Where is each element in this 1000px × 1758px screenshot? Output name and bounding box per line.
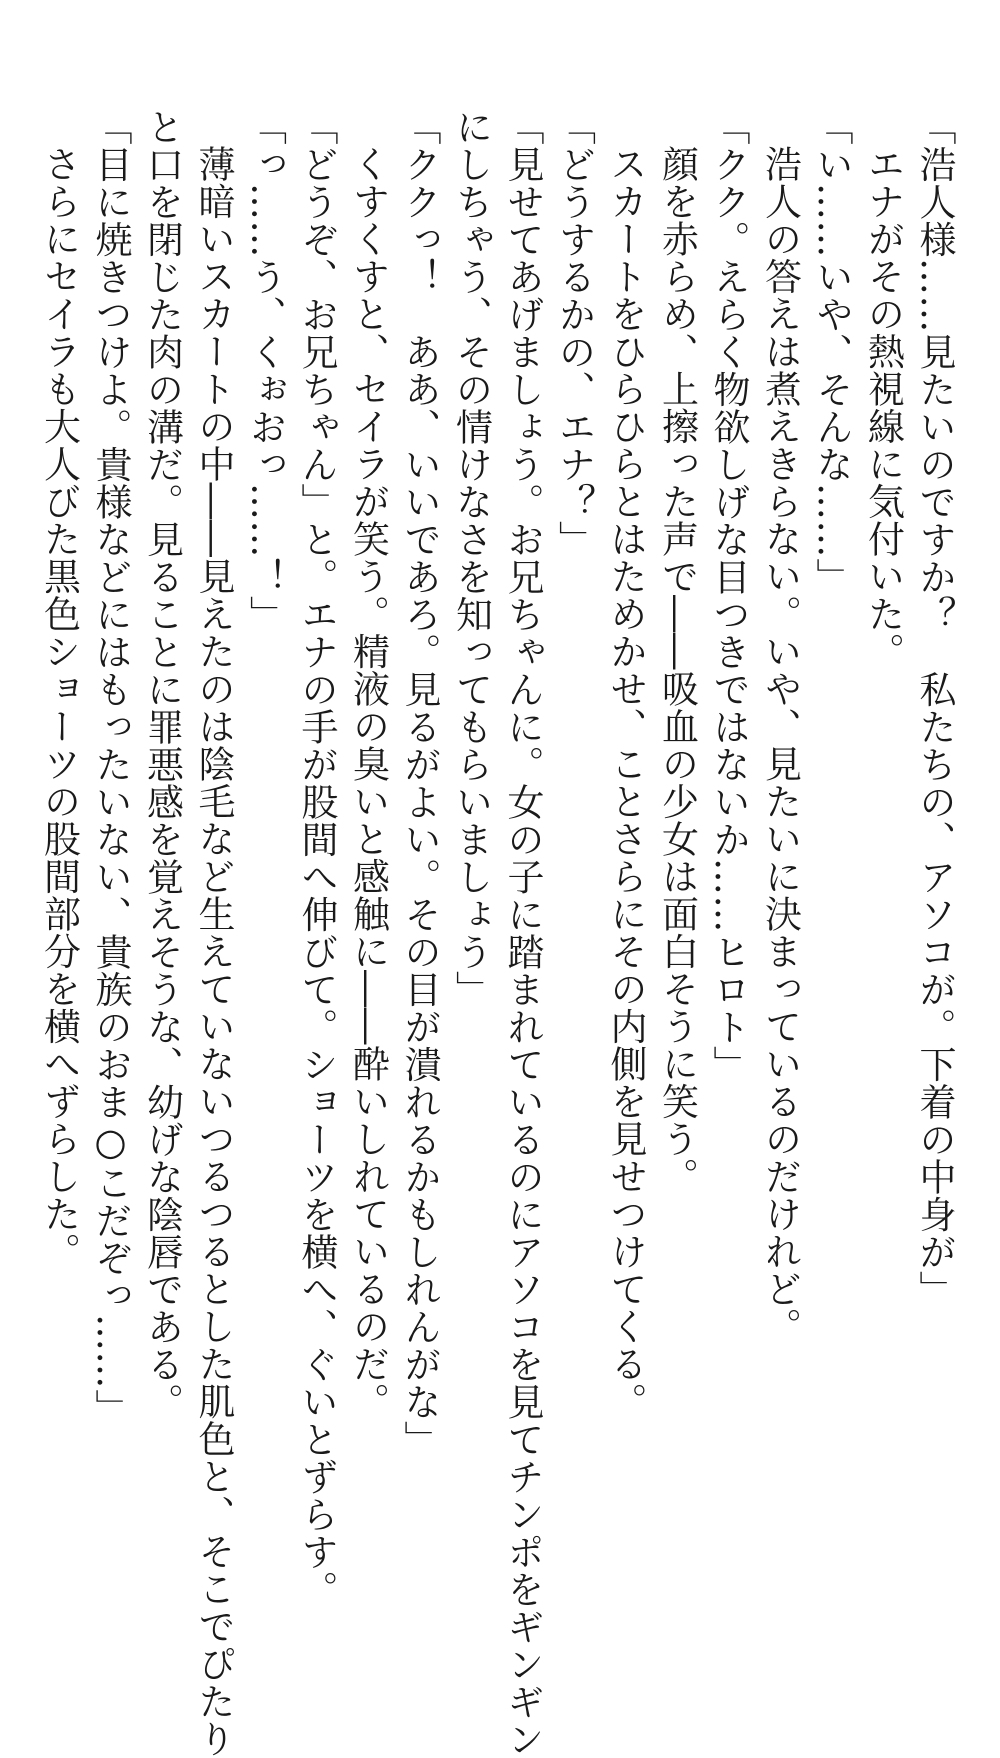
text-line: と口を閉じた肉の溝だ。見ることに罪悪感を覚えそうな、幼げな陰唇である。	[140, 108, 184, 1421]
text-line: 顔を赤らめ、上擦った声で――吸血の少女は面白そうに笑う。	[655, 145, 699, 1195]
vertical-text-body	[37, 108, 960, 1758]
text-line: 「浩人様……見たいのですか？ 私たちの、アソコが。下着の中身が」	[913, 108, 956, 1308]
text-line: 「っ……う、くぉおっ……！」	[243, 108, 287, 633]
text-line: 「目に焼きつけよ。貴様などにはもったいない、貴族のおま○こだぞっ……」	[89, 108, 132, 1427]
text-line: 「どうするかの、エナ？」	[552, 108, 596, 558]
text-line: 「クク。えらく物欲しげな目つきではないか……ヒロト」	[707, 108, 750, 1083]
text-line: 「見せてあげましょう。お兄ちゃんに。女の子に踏まれているのにアソコを見てチンポをギンギン	[501, 108, 544, 1758]
text-line: くすくすと、セイラが笑う。精液の臭いと感触に――酔いしれているのだ。	[346, 145, 390, 1420]
text-line: 「ククっ！ ああ、いいであろ。見るがよい。その目が潰れるかもしれんがな」	[398, 108, 441, 1458]
text-line: スカートをひらひらとはためかせ、ことさらにその内側を見せつけてくる。	[604, 145, 647, 1420]
text-line: さらにセイラも大人びた黒色ショーツの股間部分を横へずらした。	[37, 145, 81, 1270]
text-line: 「い……いや、そんな……」	[810, 108, 853, 596]
text-line: 薄暗いスカートの中――見えたのは陰毛など生えていないつるつるとした肌色と、そこでぴたり	[192, 145, 235, 1758]
text-line: エナがその熱視線に気付いた。	[861, 145, 905, 670]
text-line: にしちゃう、その情けなさを知ってもらいましょう」	[449, 108, 493, 1008]
text-line: 浩人の答えは煮えきらない。いや、見たいに決まっているのだけれど。	[758, 145, 802, 1345]
text-line: 「どうぞ、お兄ちゃん」と。エナの手が股間へ伸びて。ショーツを横へ、ぐいとずらす。	[295, 108, 338, 1608]
